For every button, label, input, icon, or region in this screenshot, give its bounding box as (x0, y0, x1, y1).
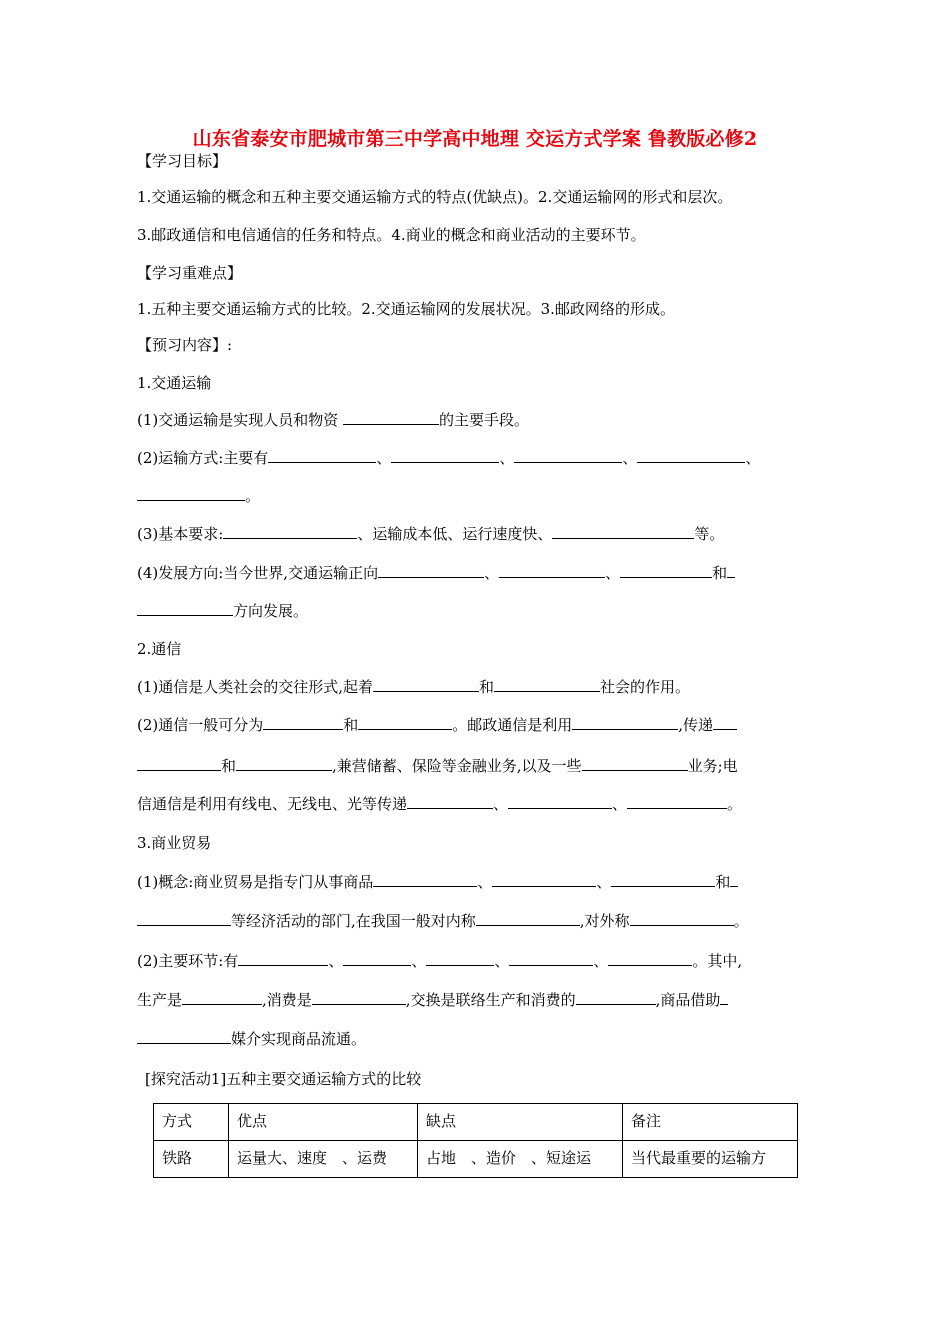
text: 、 (622, 449, 638, 467)
text: (2)通信一般可分为 (137, 716, 264, 734)
text: 社会的作用。 (600, 678, 691, 696)
trade-heading: 3.商业贸易 (137, 834, 212, 852)
comm-q1 (137, 676, 827, 698)
fill-blank[interactable] (494, 676, 600, 692)
text: 业务;电 (687, 757, 738, 775)
fill-blank[interactable] (630, 910, 734, 926)
fill-blank[interactable] (426, 950, 494, 966)
fill-blank[interactable] (378, 562, 484, 578)
fill-blank[interactable] (373, 871, 477, 887)
text: (1)交通运输是实现人员和物资 (137, 411, 339, 429)
text: 、 (484, 564, 500, 582)
text: 、 (745, 449, 761, 467)
fill-blank[interactable] (509, 950, 593, 966)
text: 、 (328, 952, 344, 970)
fill-blank[interactable] (572, 714, 678, 730)
fill-blank[interactable] (358, 714, 452, 730)
fill-blank[interactable] (582, 755, 688, 771)
fill-blank[interactable] (263, 714, 343, 730)
text: 。 (727, 795, 743, 813)
text: 信通信是利用有线电、无线电、光等传递 (137, 795, 408, 813)
comm-heading: 2.通信 (137, 640, 182, 658)
fill-blank[interactable] (236, 755, 332, 771)
transport-q2-cont (137, 485, 827, 507)
text: 和 (221, 757, 237, 775)
comm-q2-cont (137, 755, 827, 777)
text: (2)主要环节:有 (137, 952, 239, 970)
activity-heading: [探究活动1]五种主要交通运输方式的比较 (145, 1070, 422, 1088)
text: 。 (245, 487, 261, 505)
fill-blank[interactable] (137, 1028, 231, 1044)
text: ,对外称 (579, 912, 630, 930)
text: 、 (494, 952, 510, 970)
fill-blank[interactable] (373, 676, 479, 692)
table-cell: 铁路 (154, 1141, 229, 1178)
goals-line-1: 1.交通运输的概念和五种主要交通运输方式的特点(优缺点)。2.交通运输网的形式和层次。 (137, 188, 733, 206)
text: 和 (715, 873, 731, 891)
fill-blank[interactable] (576, 989, 656, 1005)
text: ,消费是 (262, 991, 312, 1009)
text: ,兼营储蓄、保险等金融业务,以及一些 (332, 757, 582, 775)
transport-q4 (137, 562, 827, 584)
trade-q2 (137, 950, 827, 972)
table-cell: 运量大、速度 、运费 (229, 1141, 418, 1178)
text: 、 (499, 449, 515, 467)
text: (4)发展方向:当今世界,交通运输正向 (137, 564, 379, 582)
fill-blank[interactable] (137, 485, 245, 501)
preview-heading: 【预习内容】: (137, 336, 233, 354)
comm-q2-cont2 (137, 793, 827, 815)
trade-q1 (137, 871, 827, 893)
fill-blank[interactable] (552, 523, 694, 539)
transport-heading: 1.交通运输 (137, 374, 212, 392)
text: ,交换是联络生产和消费的 (405, 991, 576, 1009)
fill-blank[interactable] (137, 600, 233, 616)
text: 、运输成本低、运行速度快、 (357, 525, 553, 543)
fill-blank[interactable] (720, 989, 728, 1005)
transport-q3 (137, 523, 827, 545)
fill-blank[interactable] (312, 989, 406, 1005)
fill-blank[interactable] (268, 447, 376, 463)
comm-q2 (137, 714, 827, 736)
table-cell: 当代最重要的运输方 (623, 1141, 798, 1178)
fill-blank[interactable] (223, 523, 357, 539)
goals-heading: 【学习目标】 (137, 152, 228, 170)
fill-blank[interactable] (608, 950, 692, 966)
fill-blank[interactable] (611, 871, 715, 887)
text: 和 (343, 716, 359, 734)
trade-q2-cont2 (137, 1028, 827, 1050)
text: 、 (493, 795, 509, 813)
fill-blank[interactable] (137, 755, 221, 771)
transport-q1 (137, 409, 827, 431)
fill-blank[interactable] (637, 447, 745, 463)
fill-blank[interactable] (407, 793, 493, 809)
text: 、 (596, 873, 612, 891)
table-header-row (154, 1104, 798, 1141)
table-header-cell: 方式 (154, 1104, 229, 1141)
fill-blank[interactable] (182, 989, 262, 1005)
transport-q4-cont (137, 600, 827, 622)
text: 等经济活动的部门,在我国一般对内称 (231, 912, 476, 930)
key-points-line: 1.五种主要交通运输方式的比较。2.交通运输网的发展状况。3.邮政网络的形成。 (137, 300, 675, 318)
key-points-heading: 【学习重难点】 (137, 264, 243, 282)
text: 等。 (694, 525, 725, 543)
text: 媒介实现商品流通。 (231, 1030, 367, 1048)
text: (2)运输方式:主要有 (137, 449, 269, 467)
text: (1)概念:商业贸易是指专门从事商品 (137, 873, 374, 891)
fill-blank[interactable] (508, 793, 612, 809)
fill-blank[interactable] (343, 950, 411, 966)
text: 、 (376, 449, 392, 467)
fill-blank[interactable] (620, 562, 712, 578)
text: 的主要手段。 (439, 411, 530, 429)
fill-blank[interactable] (627, 793, 727, 809)
text: 、 (477, 873, 493, 891)
text: 和 (479, 678, 495, 696)
comparison-table (153, 1103, 798, 1178)
fill-blank[interactable] (514, 447, 622, 463)
table-header-cell: 备注 (623, 1104, 798, 1141)
text: 。其中, (692, 952, 743, 970)
text: 、 (605, 564, 621, 582)
fill-blank[interactable] (713, 714, 737, 730)
text: 。邮政通信是利用 (452, 716, 573, 734)
fill-blank[interactable] (343, 409, 439, 425)
goals-line-2: 3.邮政通信和电信通信的任务和特点。4.商业的概念和商业活动的主要环节。 (137, 226, 646, 244)
fill-blank[interactable] (730, 871, 738, 887)
text: ,传递 (678, 716, 714, 734)
text: 、 (593, 952, 609, 970)
document-title: 山东省泰安市肥城市第三中学高中地理 交运方式学案 鲁教版必修2 (192, 128, 758, 150)
text: 方向发展。 (233, 602, 309, 620)
fill-blank[interactable] (727, 562, 735, 578)
table-header-cell: 优点 (229, 1104, 418, 1141)
text: (1)通信是人类社会的交往形式,起着 (137, 678, 374, 696)
fill-blank[interactable] (476, 910, 580, 926)
fill-blank[interactable] (492, 871, 596, 887)
text: 。 (733, 912, 749, 930)
fill-blank[interactable] (391, 447, 499, 463)
table-cell: 占地 、造价 、短途运 (418, 1141, 623, 1178)
text: (3)基本要求: (137, 525, 224, 543)
text: 、 (411, 952, 427, 970)
text: 、 (612, 795, 628, 813)
fill-blank[interactable] (238, 950, 328, 966)
text: 生产是 (137, 991, 183, 1009)
trade-q1-cont (137, 910, 827, 932)
text: ,商品借助 (655, 991, 721, 1009)
transport-q2 (137, 447, 827, 469)
table-header-cell: 缺点 (418, 1104, 623, 1141)
text: 和 (712, 564, 728, 582)
trade-q2-cont (137, 989, 827, 1011)
fill-blank[interactable] (499, 562, 605, 578)
table-row (154, 1141, 798, 1178)
fill-blank[interactable] (137, 910, 231, 926)
